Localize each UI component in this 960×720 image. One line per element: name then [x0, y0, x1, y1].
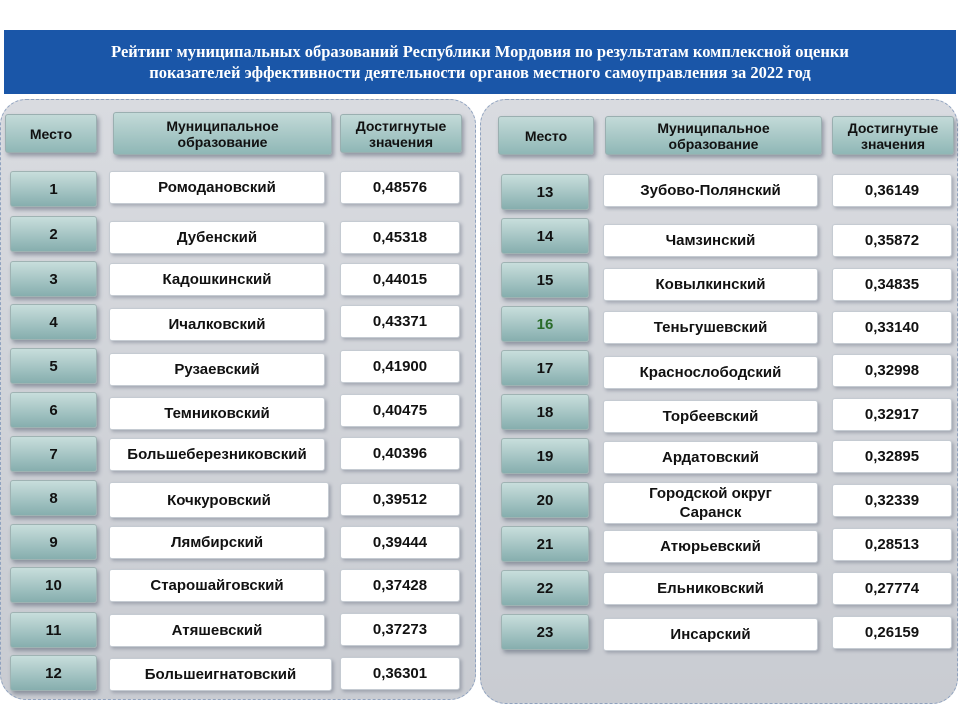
- municipality-cell: Кадошкинский: [109, 263, 325, 296]
- municipality-cell: Ромодановский: [109, 171, 325, 204]
- rank-cell: 2: [10, 216, 97, 252]
- municipality-cell: Рузаевский: [109, 353, 325, 386]
- value-cell: 0,32998: [832, 354, 952, 387]
- rank-cell: 12: [10, 655, 97, 691]
- rank-cell: 15: [501, 262, 589, 298]
- rank-cell: 6: [10, 392, 97, 428]
- header-place-right: Место: [498, 116, 594, 155]
- rank-cell: 22: [501, 570, 589, 606]
- header-municipality-left: Муниципальное образование: [113, 112, 332, 155]
- municipality-cell: Дубенский: [109, 221, 325, 254]
- header-value-right: Достигнутые значения: [832, 116, 954, 155]
- municipality-cell: Кочкуровский: [109, 482, 329, 518]
- page-title-line-1: Рейтинг муниципальных образований Республики Мордовия по результатам комплексной оценки: [111, 42, 849, 61]
- municipality-cell: Старошайговский: [109, 569, 325, 602]
- value-cell: 0,27774: [832, 572, 952, 605]
- value-cell: 0,39444: [340, 526, 460, 559]
- value-cell: 0,37273: [340, 613, 460, 646]
- rank-cell: 5: [10, 348, 97, 384]
- rank-cell: 3: [10, 261, 97, 297]
- municipality-cell: Теньгушевский: [603, 311, 818, 344]
- municipality-cell: Зубово-Полянский: [603, 174, 818, 207]
- rank-cell: 7: [10, 436, 97, 472]
- value-cell: 0,44015: [340, 263, 460, 296]
- value-cell: 0,48576: [340, 171, 460, 204]
- municipality-cell: Ардатовский: [603, 441, 818, 474]
- rank-cell: 23: [501, 614, 589, 650]
- rank-cell: 14: [501, 218, 589, 254]
- value-cell: 0,36149: [832, 174, 952, 207]
- value-cell: 0,40475: [340, 394, 460, 427]
- rank-cell: 21: [501, 526, 589, 562]
- municipality-cell: Городской округ Саранск: [603, 482, 818, 524]
- rank-cell: 18: [501, 394, 589, 430]
- rank-cell: 13: [501, 174, 589, 210]
- header-value-left: Достигнутые значения: [340, 114, 462, 153]
- rank-cell: 10: [10, 567, 97, 603]
- municipality-cell: Атяшевский: [109, 614, 325, 647]
- municipality-cell: Торбеевский: [603, 400, 818, 433]
- rank-cell: 20: [501, 482, 589, 518]
- value-cell: 0,28513: [832, 528, 952, 561]
- municipality-cell: Ельниковский: [603, 572, 818, 605]
- header-municipality-right: Муниципальное образование: [605, 116, 822, 155]
- municipality-cell: Большеигнатовский: [109, 658, 332, 691]
- value-cell: 0,32339: [832, 484, 952, 517]
- municipality-cell: Ичалковский: [109, 308, 325, 341]
- value-cell: 0,43371: [340, 305, 460, 338]
- municipality-cell: Краснослободский: [603, 356, 818, 389]
- municipality-cell: Атюрьевский: [603, 530, 818, 563]
- value-cell: 0,37428: [340, 569, 460, 602]
- value-cell: 0,40396: [340, 437, 460, 470]
- rank-cell: 4: [10, 304, 97, 340]
- value-cell: 0,35872: [832, 224, 952, 257]
- value-cell: 0,34835: [832, 268, 952, 301]
- value-cell: 0,32917: [832, 398, 952, 431]
- rank-cell: 16: [501, 306, 589, 342]
- municipality-cell: Инсарский: [603, 618, 818, 651]
- page-title-banner: [4, 30, 956, 94]
- municipality-cell: Лямбирский: [109, 526, 325, 559]
- municipality-cell: Большеберезниковский: [109, 438, 325, 471]
- value-cell: 0,45318: [340, 221, 460, 254]
- municipality-cell: Темниковский: [109, 397, 325, 430]
- page-title-line-2: показателей эффективности деятельности органов местного самоуправления за 2022 год: [149, 63, 811, 82]
- rank-cell: 9: [10, 524, 97, 560]
- value-cell: 0,41900: [340, 350, 460, 383]
- value-cell: 0,32895: [832, 440, 952, 473]
- rank-cell: 11: [10, 612, 97, 648]
- rank-cell: 19: [501, 438, 589, 474]
- value-cell: 0,39512: [340, 483, 460, 516]
- rank-cell: 17: [501, 350, 589, 386]
- municipality-cell: Ковылкинский: [603, 268, 818, 301]
- header-place-left: Место: [5, 114, 97, 153]
- value-cell: 0,26159: [832, 616, 952, 649]
- municipality-cell: Чамзинский: [603, 224, 818, 257]
- value-cell: 0,36301: [340, 657, 460, 690]
- value-cell: 0,33140: [832, 311, 952, 344]
- rank-cell: 8: [10, 480, 97, 516]
- rank-cell: 1: [10, 171, 97, 207]
